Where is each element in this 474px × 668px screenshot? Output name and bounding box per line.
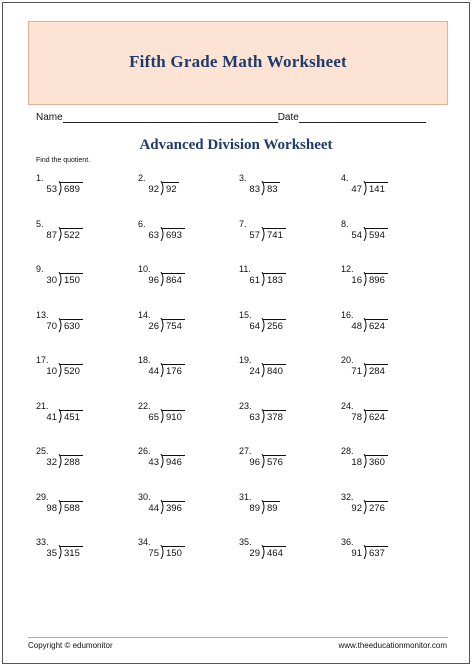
dividend: 92: [166, 184, 177, 195]
vinculum-line: [162, 364, 185, 365]
dividend: 637: [369, 548, 385, 559]
division-problem: [36, 492, 126, 528]
dividend: 276: [369, 502, 385, 514]
divisor: 48: [351, 320, 362, 332]
division-problem: [138, 264, 228, 300]
problem-number: 29.: [36, 491, 49, 502]
vinculum-line: [365, 410, 388, 411]
division-problem: [138, 446, 228, 482]
division-problem: [341, 310, 431, 346]
divisor: 89: [249, 502, 260, 514]
vinculum-line: [162, 228, 185, 229]
divisor: 29: [249, 548, 260, 559]
vinculum-line: [162, 546, 185, 547]
divisor: 96: [148, 275, 159, 286]
problem-number: 30.: [138, 491, 151, 502]
dividend: 864: [166, 275, 182, 286]
division-problem: [341, 355, 431, 391]
vinculum-line: [263, 455, 286, 456]
dividend: 630: [64, 320, 80, 332]
divisor: 91: [351, 548, 362, 559]
footer-divider: [28, 637, 448, 638]
vinculum-line: [365, 273, 388, 274]
division-problem: [239, 401, 329, 437]
dividend: 910: [166, 411, 182, 423]
divisor: 96: [249, 457, 260, 468]
dividend: 315: [64, 548, 80, 559]
vinculum-line: [365, 455, 388, 456]
problem-number: 12.: [341, 264, 354, 274]
dividend: 689: [64, 184, 80, 195]
dividend: 840: [267, 366, 283, 377]
problem-number: 16.: [341, 309, 354, 320]
problem-number: 1.: [36, 173, 44, 183]
divisor: 53: [46, 184, 57, 195]
problem-number: 11.: [239, 264, 251, 274]
dividend: 451: [64, 411, 80, 423]
dividend: 183: [267, 275, 283, 286]
division-problem: [341, 401, 431, 437]
division-problem: [36, 219, 126, 255]
dividend: 83: [267, 184, 278, 195]
dividend: 360: [369, 457, 385, 468]
division-problem: [36, 264, 126, 300]
dividend: 576: [267, 457, 283, 468]
division-problem: [36, 446, 126, 482]
vinculum-line: [162, 182, 179, 183]
vinculum-line: [365, 228, 388, 229]
problem-number: 33.: [36, 537, 49, 547]
vinculum-line: [365, 501, 388, 502]
dividend: 588: [64, 502, 80, 514]
problem-number: 10.: [138, 264, 151, 274]
divisor: 10: [46, 366, 57, 377]
division-problem: [138, 173, 228, 209]
problem-number: 26.: [138, 446, 151, 456]
division-problem: [239, 219, 329, 255]
problem-number: 14.: [138, 309, 151, 320]
problem-number: 15.: [239, 309, 252, 320]
name-label: Name: [36, 112, 63, 123]
dividend: 378: [267, 411, 283, 423]
problem-number: 18.: [138, 355, 151, 365]
problem-number: 24.: [341, 400, 354, 411]
divisor: 63: [249, 411, 260, 423]
division-problem: [36, 310, 126, 346]
problem-number: 35.: [239, 537, 252, 547]
website-link[interactable]: www.theeducationmonitor.com: [338, 641, 447, 650]
vinculum-line: [263, 501, 280, 502]
vinculum-line: [60, 273, 83, 274]
page-title: Fifth Grade Math Worksheet: [129, 52, 347, 71]
dividend: 896: [369, 275, 385, 286]
division-problem: [341, 537, 431, 573]
date-label: Date: [277, 112, 299, 123]
divisor: 75: [148, 548, 159, 559]
divisor: 57: [249, 229, 260, 241]
vinculum-line: [365, 319, 388, 320]
division-problem: [341, 264, 431, 300]
division-problem: [239, 264, 329, 300]
problem-number: 22.: [138, 400, 151, 411]
problem-number: 23.: [239, 400, 252, 411]
divisor: 71: [351, 366, 362, 377]
worksheet-page: [2, 2, 470, 664]
vinculum-line: [365, 546, 388, 547]
name-field[interactable]: [63, 111, 278, 123]
division-problem: [36, 355, 126, 391]
vinculum-line: [60, 364, 83, 365]
dividend: 624: [369, 411, 385, 423]
divisor: 63: [148, 229, 159, 241]
division-problem: [239, 446, 329, 482]
problem-number: 9.: [36, 264, 44, 274]
division-problem: [239, 355, 329, 391]
header-banner: [28, 21, 448, 105]
division-problem: [341, 446, 431, 482]
division-problem: [138, 355, 228, 391]
vinculum-line: [263, 410, 286, 411]
vinculum-line: [263, 273, 286, 274]
division-problem: [239, 310, 329, 346]
problem-number: 25.: [36, 446, 49, 456]
dividend: 946: [166, 457, 182, 468]
date-field[interactable]: [299, 111, 426, 123]
vinculum-line: [162, 455, 185, 456]
worksheet-subtitle: Advanced Division Worksheet: [139, 137, 333, 153]
problem-number: 36.: [341, 537, 354, 547]
divisor: 64: [249, 320, 260, 332]
divisor: 98: [46, 502, 57, 514]
problem-number: 3.: [239, 173, 247, 183]
problem-number: 34.: [138, 537, 151, 547]
vinculum-line: [60, 319, 83, 320]
division-problem: [341, 492, 431, 528]
problem-number: 31.: [239, 491, 252, 502]
division-problem: [36, 173, 126, 209]
dividend: 284: [369, 366, 385, 377]
problem-number: 2.: [138, 173, 146, 183]
divisor: 92: [148, 184, 159, 195]
vinculum-line: [162, 319, 185, 320]
division-problem: [138, 537, 228, 573]
divisor: 44: [148, 366, 159, 377]
divisor: 41: [46, 411, 57, 423]
vinculum-line: [162, 410, 185, 411]
division-problem: [239, 173, 329, 209]
division-problem: [239, 537, 329, 573]
vinculum-line: [263, 364, 286, 365]
problem-number: 13.: [36, 309, 49, 320]
divisor: 92: [351, 502, 362, 514]
vinculum-line: [365, 182, 388, 183]
vinculum-line: [162, 273, 185, 274]
vinculum-line: [263, 228, 286, 229]
problem-number: 6.: [138, 218, 146, 229]
division-problem: [36, 401, 126, 437]
dividend: 150: [166, 548, 182, 559]
problem-number: 19.: [239, 355, 252, 365]
divisor: 30: [46, 275, 57, 286]
divisor: 43: [148, 457, 159, 468]
dividend: 176: [166, 366, 182, 377]
divisor: 18: [351, 457, 362, 468]
copyright-text: Copyright © edumonitor: [28, 641, 113, 650]
division-problem: [239, 492, 329, 528]
problem-number: 4.: [341, 173, 349, 183]
problem-number: 20.: [341, 355, 354, 365]
divisor: 83: [249, 184, 260, 195]
dividend: 396: [166, 502, 182, 514]
vinculum-line: [60, 455, 83, 456]
problem-number: 21.: [36, 400, 49, 411]
problem-number: 5.: [36, 218, 44, 229]
divisor: 47: [351, 184, 362, 195]
divisor: 70: [46, 320, 57, 332]
divisor: 32: [46, 457, 57, 468]
division-problem: [341, 219, 431, 255]
divisor: 54: [351, 229, 362, 241]
divisor: 44: [148, 502, 159, 514]
division-problem: [341, 173, 431, 209]
dividend: 522: [64, 229, 80, 241]
divisor: 24: [249, 366, 260, 377]
division-problem: [138, 219, 228, 255]
divisor: 65: [148, 411, 159, 423]
vinculum-line: [60, 228, 83, 229]
division-problem: [138, 401, 228, 437]
dividend: 256: [267, 320, 283, 332]
problem-number: 8.: [341, 218, 349, 229]
divisor: 87: [46, 229, 57, 241]
vinculum-line: [263, 546, 286, 547]
divisor: 26: [148, 320, 159, 332]
vinculum-line: [263, 319, 286, 320]
vinculum-line: [60, 501, 83, 502]
divisor: 16: [351, 275, 362, 286]
dividend: 520: [64, 366, 80, 377]
dividend: 624: [369, 320, 385, 332]
vinculum-line: [60, 410, 83, 411]
division-problem: [138, 310, 228, 346]
dividend: 754: [166, 320, 182, 332]
vinculum-line: [162, 501, 185, 502]
division-problem: [36, 537, 126, 573]
divisor: 78: [351, 411, 362, 423]
dividend: 741: [267, 229, 283, 241]
dividend: 141: [369, 184, 385, 195]
problem-number: 28.: [341, 446, 354, 456]
name-date-row: [36, 111, 436, 123]
dividend: 288: [64, 457, 80, 468]
vinculum-line: [365, 364, 388, 365]
divisor: 61: [249, 275, 260, 286]
dividend: 150: [64, 275, 80, 286]
vinculum-line: [263, 182, 280, 183]
dividend: 464: [267, 548, 283, 559]
divisor: 35: [46, 548, 57, 559]
problem-number: 7.: [239, 218, 247, 229]
problem-number: 32.: [341, 491, 354, 502]
dividend: 89: [267, 502, 278, 514]
vinculum-line: [60, 546, 83, 547]
problem-number: 27.: [239, 446, 252, 456]
division-problem: [138, 492, 228, 528]
dividend: 594: [369, 229, 385, 241]
dividend: 693: [166, 229, 182, 241]
vinculum-line: [60, 182, 83, 183]
instruction-text: Find the quotient.: [36, 157, 91, 164]
problem-number: 17.: [36, 355, 49, 365]
